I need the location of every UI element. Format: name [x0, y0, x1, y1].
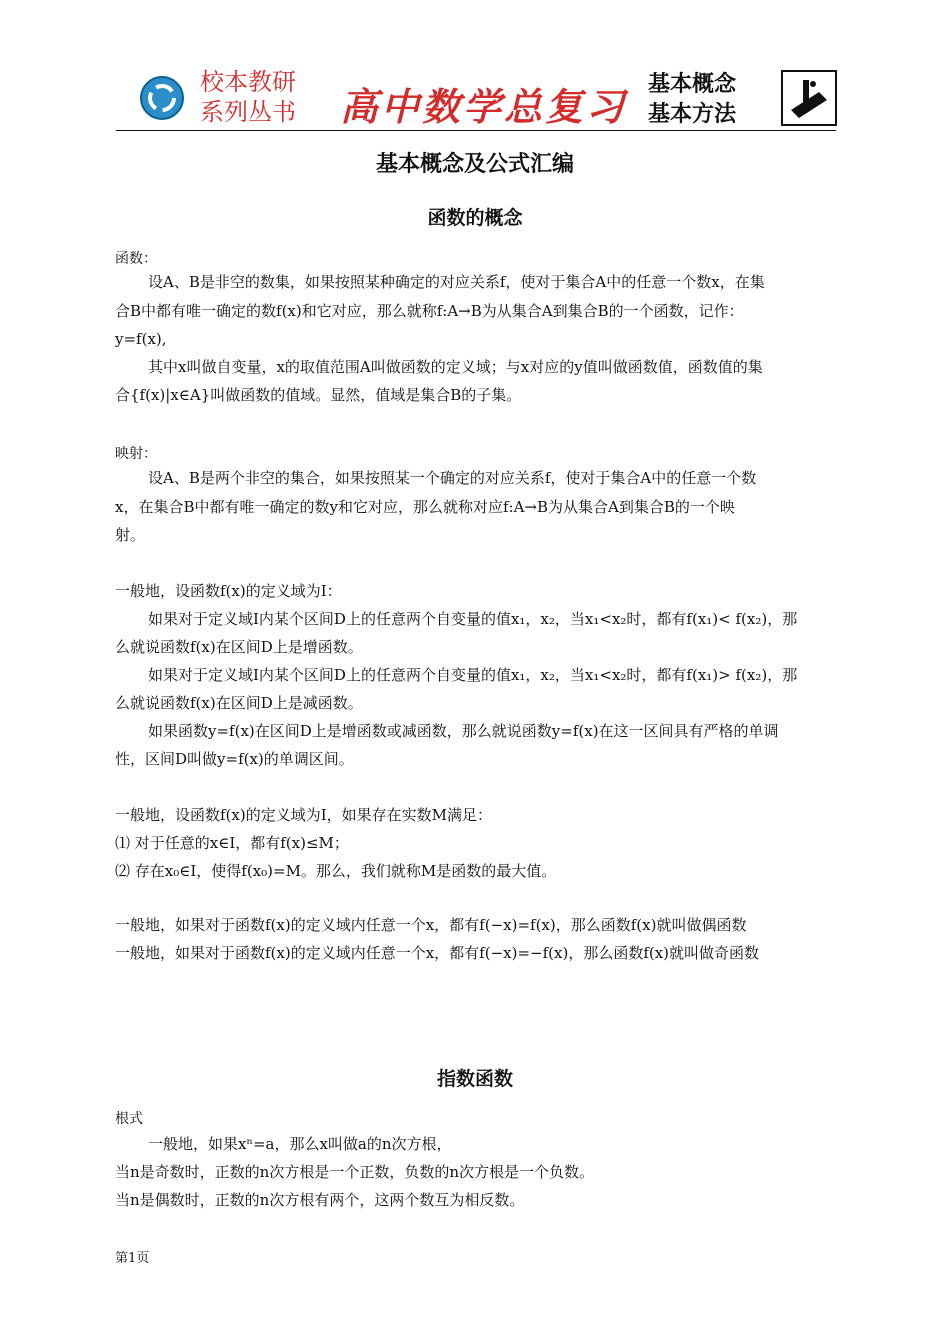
text-line: 如果对于定义域I内某个区间D上的任意两个自变量的值x₁，x₂，当x₁<x₂时，都有f(x₁)< f(x₂)，那	[148, 610, 798, 628]
text-line: 设A、B是两个非空的集合，如果按照某一个确定的对应关系f，使对于集合A中的任意一个数	[148, 469, 757, 487]
text-line: 么就说函数f(x)在区间D上是减函数。	[115, 694, 363, 712]
series-name-line1: 校本教研	[200, 68, 296, 96]
term-label: 映射：	[115, 446, 157, 462]
page-number: 第1页	[115, 1251, 150, 1266]
text-line: 一般地，如果对于函数f(x)的定义域内任意一个x，都有f(−x)=−f(x)，那么函数f(x)就叫做奇函数	[115, 944, 760, 962]
text-line: 性，区间D叫做y=f(x)的单调区间。	[115, 750, 354, 768]
text-line: 合B中都有唯一确定的数f(x)和它对应，那么就称f:A→B为从集合A到集合B的一个函数，记作：	[115, 302, 744, 320]
text-line: 一般地，如果xⁿ=a，那么x叫做a的n次方根，	[148, 1135, 452, 1153]
text-line: ⑴ 对于任意的x∈I，都有f(x)≤M；	[115, 834, 349, 852]
page-title: 基本概念及公式汇编	[375, 151, 574, 177]
recycle-logo-icon	[140, 76, 184, 120]
section-heading: 函数的概念	[427, 207, 523, 229]
text-line: 设A、B是非空的数集，如果按照某种确定的对应关系f，使对于集合A中的任意一个数x，在集	[148, 273, 765, 291]
text-line: y=f(x),	[115, 330, 167, 348]
series-name-line2: 系列丛书	[200, 98, 296, 126]
term-label: 根式	[115, 1111, 143, 1127]
text-line: 如果对于定义域I内某个区间D上的任意两个自变量的值x₁，x₂，当x₁<x₂时，都有f(x₁)> f(x₂)，那	[148, 666, 798, 684]
term-label: 函数：	[115, 251, 157, 267]
text-line: 一般地，设函数f(x)的定义域为I，如果存在实数M满足：	[115, 806, 493, 824]
text-line: 其中x叫做自变量，x的取值范围A叫做函数的定义域；与x对应的y值叫做函数值，函数值的集	[148, 358, 763, 376]
text-line: 合{f(x)|x∈A}叫做函数的值域。显然，值域是集合B的子集。	[115, 386, 522, 404]
header-rule	[116, 130, 836, 131]
section-heading: 指数函数	[436, 1068, 513, 1090]
text-line: 当n是奇数时，正数的n次方根是一个正数，负数的n次方根是一个负数。	[115, 1163, 594, 1181]
text-line: 一般地，如果对于函数f(x)的定义域内任意一个x，都有f(−x)=f(x)，那么函数f(x)就叫做偶函数	[115, 916, 747, 934]
text-line: ⑵ 存在x₀∈I，使得f(x₀)=M。那么，我们就称M是函数的最大值。	[115, 862, 557, 880]
text-line: 么就说函数f(x)在区间D上是增函数。	[115, 638, 363, 656]
tag-line1: 基本概念	[648, 71, 737, 97]
text-line: 射。	[115, 526, 146, 544]
text-line: 当n是偶数时，正数的n次方根有两个，这两个数互为相反数。	[115, 1191, 525, 1209]
text-line: 一般地，设函数f(x)的定义域为I：	[115, 582, 342, 600]
brand-title: 高中数学总复习	[340, 84, 628, 129]
book-emblem-icon	[781, 70, 837, 126]
text-line: x，在集合B中都有唯一确定的数y和它对应，那么就称对应f:A→B为从集合A到集合B的一个映	[115, 498, 735, 516]
text-line: 如果函数y=f(x)在区间D上是增函数或减函数，那么就说函数y=f(x)在这一区间具有严格的单调	[148, 722, 779, 740]
tag-line2: 基本方法	[648, 101, 737, 127]
